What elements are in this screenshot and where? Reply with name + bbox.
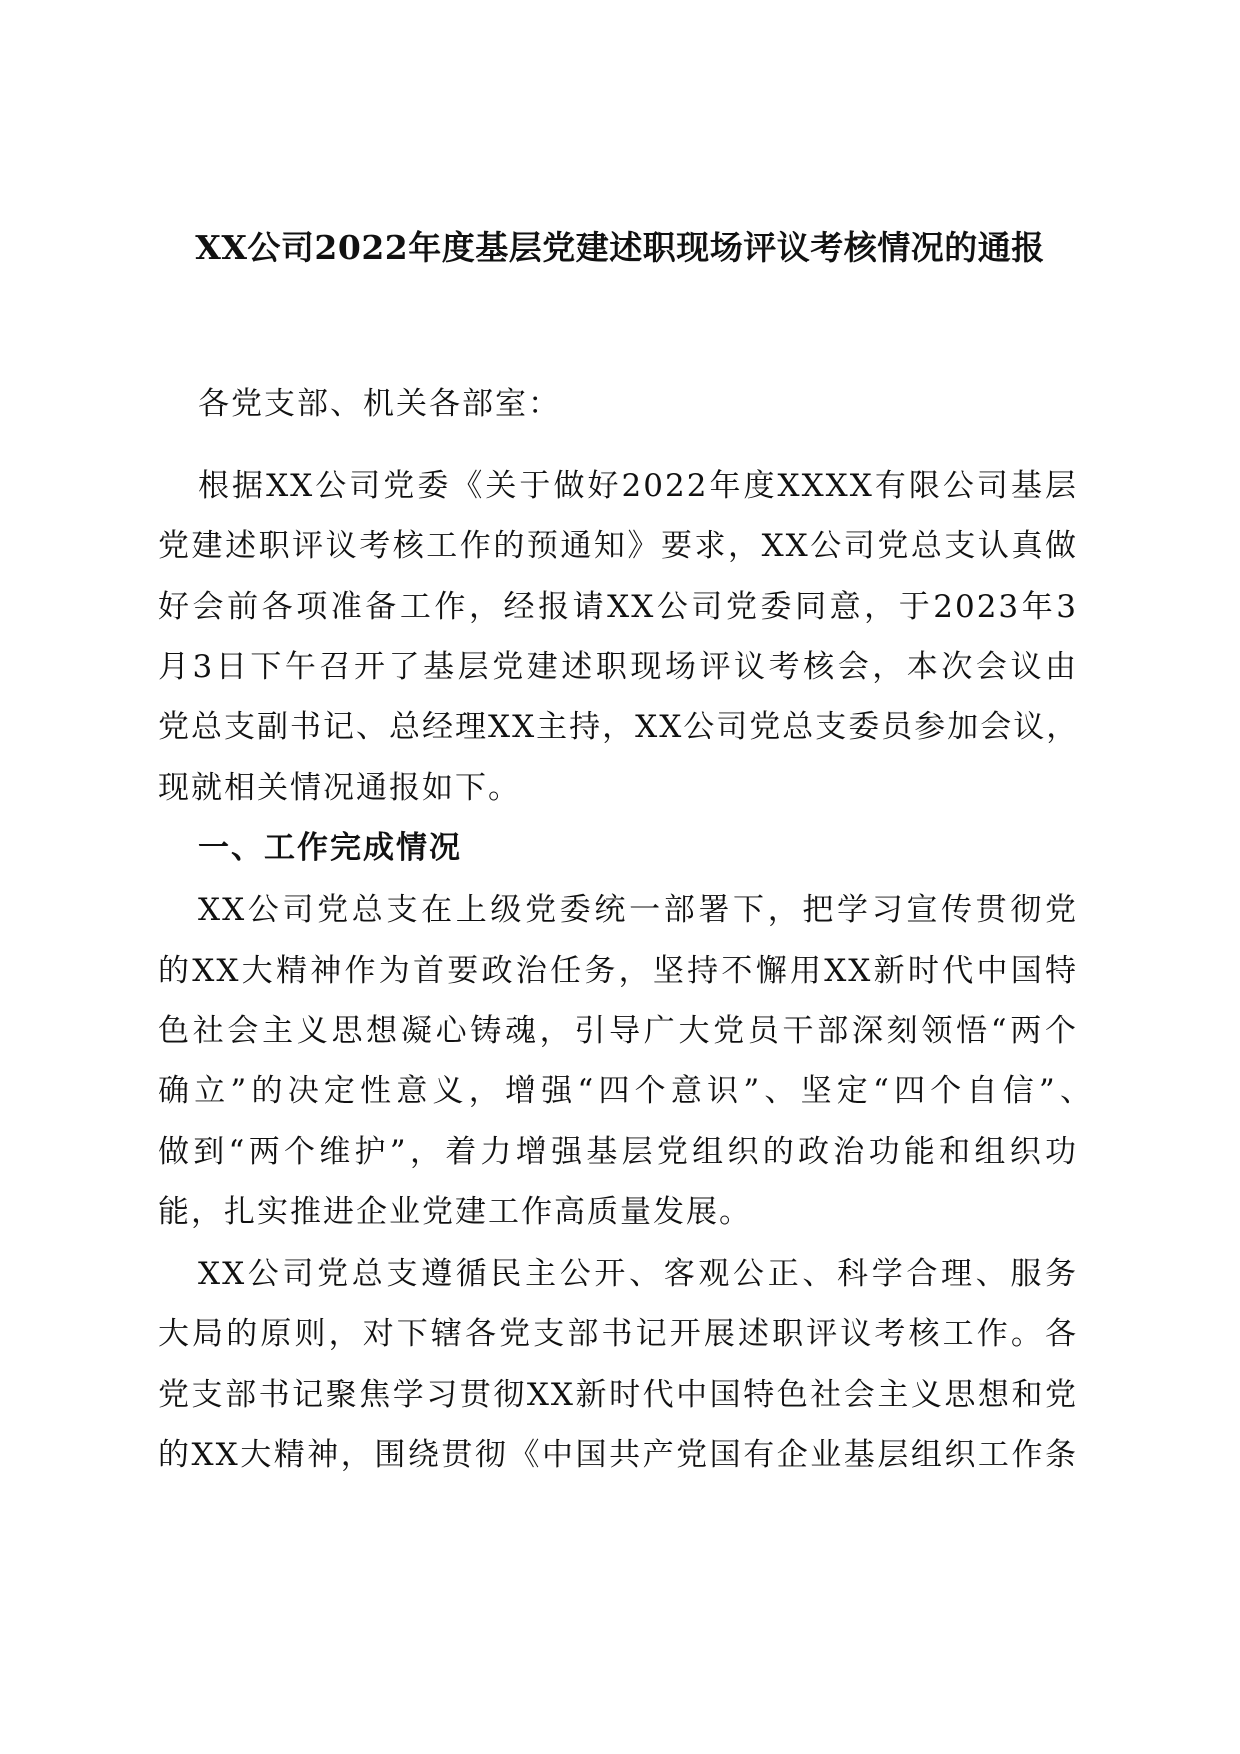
paragraph-2-line-2: 的XX大精神作为首要政治任务，坚持不懈用XX新时代中国特 xyxy=(158,953,1078,989)
paragraph-3-line-3: 党支部书记聚焦学习贯彻XX新时代中国特色社会主义思想和党 xyxy=(158,1377,1078,1413)
paragraph-1-line-4: 月3日下午召开了基层党建述职现场评议考核会，本次会议由 xyxy=(158,649,1078,685)
paragraph-2-line-4: 确立”的决定性意义，增强“四个意识”、坚定“四个自信”、 xyxy=(158,1073,1093,1109)
paragraph-3-line-1: XX公司党总支遵循民主公开、客观公正、科学合理、服务 xyxy=(198,1256,1078,1292)
paragraph-1-line-2: 党建述职评议考核工作的预通知》要求，XX公司党总支认真做 xyxy=(158,528,1078,564)
paragraph-1-line-6: 现就相关情况通报如下。 xyxy=(158,770,521,806)
paragraph-3-line-2: 大局的原则，对下辖各党支部书记开展述职评议考核工作。各 xyxy=(158,1316,1078,1352)
salutation: 各党支部、机关各部室： xyxy=(198,386,561,422)
document-title: XX公司2022年度基层党建述职现场评议考核情况的通报 xyxy=(195,228,1045,267)
section-1-heading: 一、工作完成情况 xyxy=(198,830,462,866)
paragraph-2-line-3: 色社会主义思想凝心铸魂，引导广大党员干部深刻领悟“两个 xyxy=(158,1013,1078,1049)
paragraph-2-line-6: 能，扎实推进企业党建工作高质量发展。 xyxy=(158,1194,752,1230)
paragraph-1-line-1: 根据XX公司党委《关于做好2022年度XXXX有限公司基层 xyxy=(198,468,1078,504)
paragraph-1-line-5: 党总支副书记、总经理XX主持，XX公司党总支委员参加会议， xyxy=(158,709,1080,745)
paragraph-1-line-3: 好会前各项准备工作，经报请XX公司党委同意，于2023年3 xyxy=(158,589,1078,625)
paragraph-3-line-4: 的XX大精神，围绕贯彻《中国共产党国有企业基层组织工作条 xyxy=(158,1437,1078,1473)
paragraph-2-line-1: XX公司党总支在上级党委统一部署下，把学习宣传贯彻党 xyxy=(198,892,1078,928)
paragraph-2-line-5: 做到“两个维护”，着力增强基层党组织的政治功能和组织功 xyxy=(158,1134,1078,1170)
